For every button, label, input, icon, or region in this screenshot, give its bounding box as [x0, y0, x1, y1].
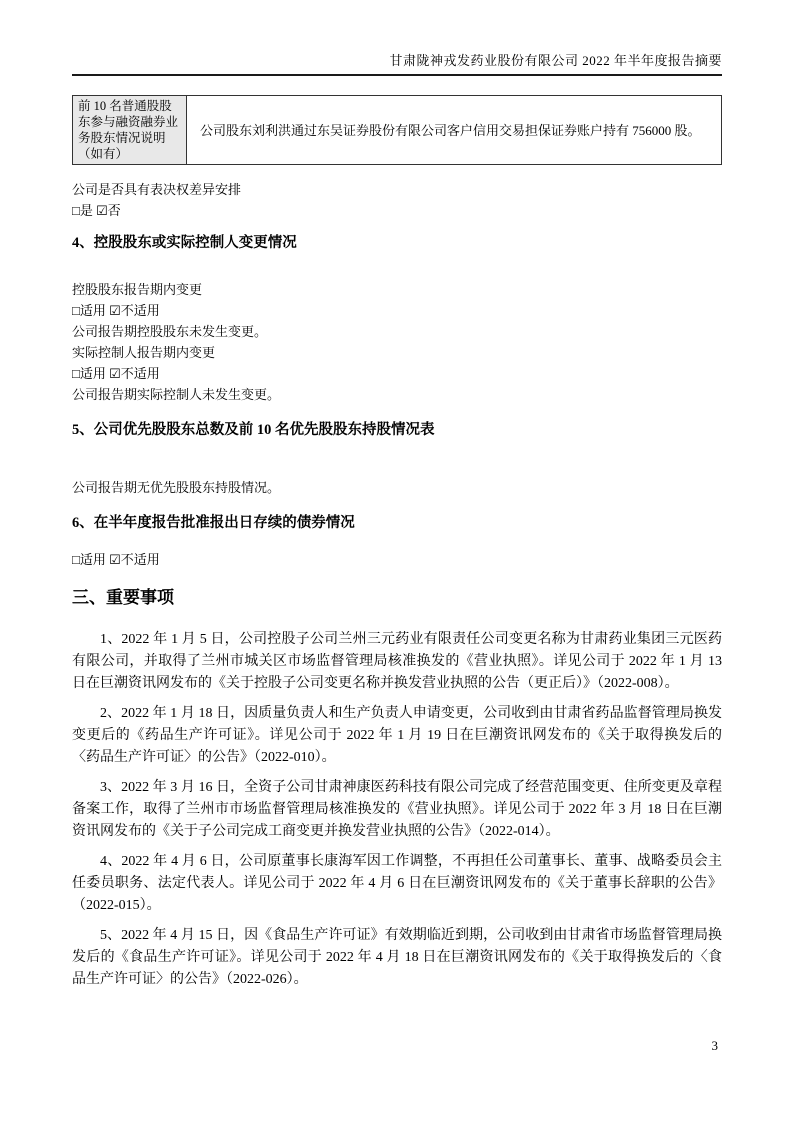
section6-heading: 6、在半年度报告批准报出日存续的债券情况 — [72, 515, 355, 531]
preferred-shareholder-note: 公司报告期无优先股股东持股情况。 — [72, 480, 281, 495]
table-value-cell: 公司股东刘利洪通过东吴证券股份有限公司客户信用交易担保证券账户持有 756000 股。 — [187, 96, 722, 165]
major-event-item-1: 1、2022 年 1 月 5 日，公司控股子公司兰州三元药业有限责任公司变更名称为甘肃药业集团三元医药有限公司，并取得了兰州市城关区市场监督管理局核准换发的《营业执照》。详见公司于 2022 年 1 月 13 日在巨潮资讯网发布的《关于控股子公司变更名称并换发营业执照的公告（更正后）》（2022-008）。 — [72, 632, 722, 691]
page-number: 3 — [711, 1038, 718, 1053]
document-header — [72, 52, 722, 76]
controlling-shareholder-change-note: 公司报告期控股股东未发生变更。 — [72, 324, 268, 339]
document-header-title: 甘肃陇神戎发药业股份有限公司 2022 年半年度报告摘要 — [389, 53, 722, 68]
margin-trading-shareholder-table — [72, 95, 722, 165]
bonds-checkbox-answer: □适用 ☑不适用 — [72, 552, 160, 567]
actual-controller-change-checkbox-answer: □适用 ☑不适用 — [72, 366, 160, 381]
major-event-item-4: 4、2022 年 4 月 6 日，公司原董事长康海军因工作调整，不再担任公司董事长、董事、战略委员会主任委员职务、法定代表人。详见公司于 2022 年 4 月 6 日在巨潮资讯网发布的《关于董事长辞职的公告》（2022-015）。 — [72, 854, 722, 913]
major-events-heading: 三、重要事项 — [72, 588, 174, 607]
actual-controller-change-label: 实际控制人报告期内变更 — [72, 345, 216, 360]
table-row — [73, 96, 722, 165]
section5-heading: 5、公司优先股股东总数及前 10 名优先股股东持股情况表 — [72, 422, 435, 438]
actual-controller-change-note: 公司报告期实际控制人未发生变更。 — [72, 387, 281, 402]
major-event-item-3: 3、2022 年 3 月 16 日，全资子公司甘肃神康医药科技有限公司完成了经营范围变更、住所变更及章程备案工作，取得了兰州市市场监督管理局核准换发的《营业执照》。详见公司于 2022 年 3 月 18 日在巨潮资讯网发布的《关于子公司完成工商变更并换发营业执照的公告》（2022-014）。 — [72, 780, 722, 839]
major-event-item-5: 5、2022 年 4 月 15 日，因《食品生产许可证》有效期临近到期，公司收到由甘肃省市场监督管理局换发后的《食品生产许可证》。详见公司于 2022 年 4 月 18 日在巨潮资讯网发布的《关于取得换发后的〈食品生产许可证〉的公告》（2022-026）。 — [72, 928, 722, 987]
controlling-shareholder-change-label: 控股股东报告期内变更 — [72, 282, 203, 297]
table-label-cell: 前 10 名普通股股东参与融资融券业务股东情况说明（如有） — [73, 96, 187, 165]
section4-heading: 4、控股股东或实际控制人变更情况 — [72, 235, 297, 251]
controlling-shareholder-change-checkbox-answer: □适用 ☑不适用 — [72, 303, 160, 318]
major-event-item-2: 2、2022 年 1 月 18 日，因质量负责人和生产负责人申请变更，公司收到由甘肃省药品监督管理局换发变更后的《药品生产许可证》。详见公司于 2022 年 1 月 19 日在巨潮资讯网发布的《关于取得换发后的〈药品生产许可证〉的公告》（2022-010）。 — [72, 706, 722, 765]
voting-rights-checkbox-answer: □是 ☑否 — [72, 203, 121, 218]
voting-rights-question: 公司是否具有表决权差异安排 — [72, 182, 242, 197]
